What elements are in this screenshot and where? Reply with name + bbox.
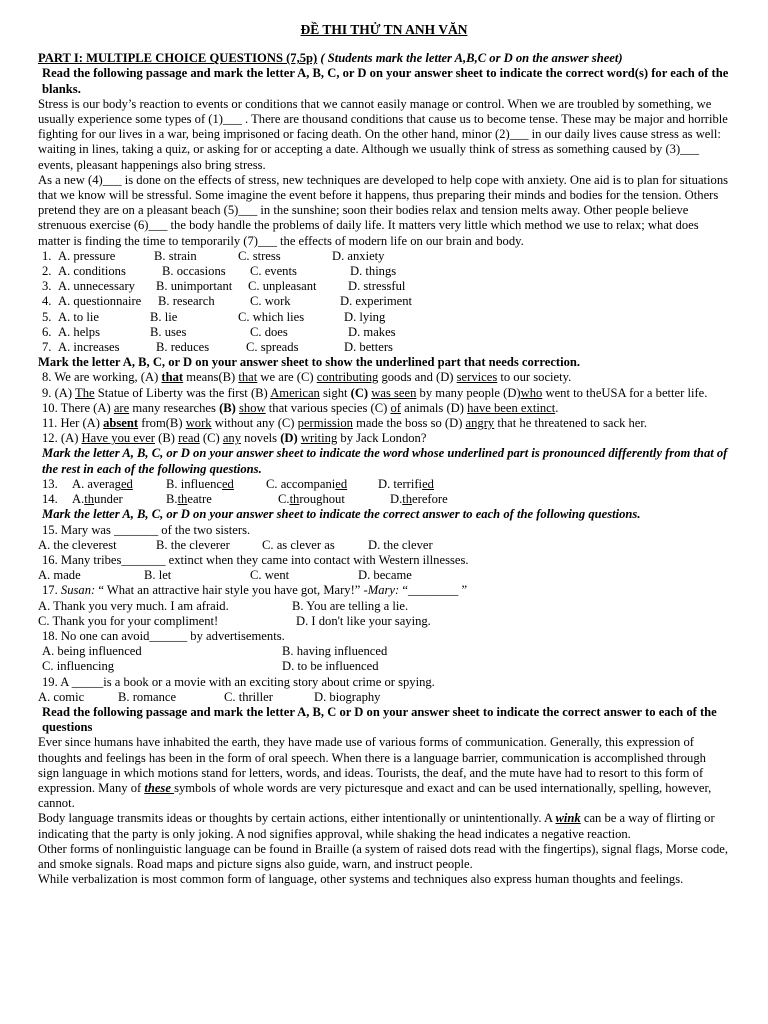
question-11 (38, 416, 730, 431)
q9-underlined-c[interactable]: was seen (371, 385, 417, 400)
option-letter: D. (390, 492, 403, 507)
q8-text-c: we are (C) (257, 370, 317, 385)
q10-text-a: There (A) (60, 400, 114, 415)
option-d[interactable]: D. betters (344, 340, 393, 355)
question-19 (38, 675, 730, 690)
passage1-para-1: Stress is our body’s reaction to events or conditions that we cannot easily manage or control. When we are troubled by something, we usually experience some types of (1)___ . There are thousand conditions that cause us to become tense. These may be major and horrible fighting for our lives in a war, being imprisoned or facing death. On the other hand, minor (2)___ in our daily lives cause stress as well: waiting in lines, taking a quiz, or asking for or accepting a date. Although we usually think of stress as something caused by (3)___ events, pleasant happenings also bring stress. (38, 96, 728, 172)
option-d[interactable]: D. became (358, 568, 412, 583)
option-c[interactable]: C. Thank you for your compliment! (38, 613, 219, 628)
question-number: 4. (42, 294, 52, 309)
option-c[interactable]: C. spreads (246, 340, 299, 355)
question-19-options (38, 690, 730, 705)
q10-text-d: animals (D) (400, 400, 468, 415)
question-number: 11. (42, 416, 58, 431)
option-d[interactable]: D. things (350, 264, 397, 279)
question-17-options-row1 (38, 599, 730, 614)
q10-text-b: many researches (129, 400, 220, 415)
question-number: 16. (42, 552, 58, 567)
part1-heading (38, 51, 730, 66)
speaker-susan: Susan: (60, 583, 96, 598)
passage2-underlined-wink: wink (555, 811, 581, 826)
option-d[interactable]: D. I don't like your saying. (296, 613, 431, 628)
q10-underlined-b[interactable]: show (239, 400, 266, 415)
option-text: B. influenc (166, 476, 222, 491)
q12-text-b: (B) (154, 431, 179, 446)
question-17 (38, 583, 730, 598)
question-number: 12. (42, 431, 58, 446)
q12-text-e: by Jack London? (337, 431, 427, 446)
question-row (38, 249, 730, 264)
option-a[interactable]: A. questionnaire (58, 294, 142, 309)
question-row (38, 310, 730, 325)
option-c[interactable]: C. unpleasant (248, 279, 317, 294)
option-underlined: ed (221, 476, 234, 491)
option-a[interactable]: A. to lie (58, 309, 99, 324)
question-row (38, 279, 730, 294)
q9-text-c: sight (319, 385, 351, 400)
q12-underlined-c[interactable]: any (222, 431, 242, 446)
question-row (38, 294, 730, 309)
question-number: 17. (42, 583, 58, 598)
question-row (38, 264, 730, 279)
option-underlined: ed (422, 476, 434, 491)
passage2-underlined-these: these (144, 780, 175, 795)
question-row (38, 340, 730, 355)
option-d[interactable]: D. makes (348, 324, 396, 339)
question-12 (38, 431, 730, 446)
option-a[interactable]: A. the cleverest (38, 537, 117, 552)
question-number: 18. (42, 628, 58, 643)
question-number: 8. (42, 370, 52, 385)
question-10 (38, 401, 730, 416)
q9-underlined-a[interactable]: The (75, 385, 95, 400)
exam-title: ĐỀ THI THỬ TN ANH VĂN (300, 22, 468, 37)
option-underlined: th (177, 492, 188, 507)
option-d[interactable]: D. stressful (348, 279, 406, 294)
question-stem: A _____is a book or a movie with an exciting story about crime or spying. (60, 674, 435, 689)
q9-text-d: by many people (D) (416, 385, 521, 400)
option-a[interactable]: A. increases (58, 340, 120, 355)
passage2-para-3: Other forms of nonlinguistic language can be found in Braille (a system of raised dots read with the fingertips), signal flags, Morse code, and smoke signals. Road maps and picture signs also guide, warn, and instruct people. (38, 841, 729, 871)
option-a[interactable]: A. made (38, 568, 81, 583)
option-c[interactable]: C. events (250, 264, 297, 279)
option-d[interactable]: D. to be influenced (282, 659, 379, 674)
part1-title: PART I: MULTIPLE CHOICE QUESTIONS (7,5p) (38, 51, 318, 66)
question-stem: “ What an attractive hair style you have got, Mary!” - (95, 583, 368, 598)
instruction-5: Read the following passage and mark the letter A, B, C or D on your answer sheet to indicate the correct answer to each of the questions (42, 704, 717, 735)
option-d[interactable]: D. the clever (368, 537, 433, 552)
question-15-options (38, 538, 730, 553)
option-d[interactable]: D. biography (314, 689, 381, 704)
option-b[interactable]: B. let (144, 568, 172, 583)
question-number: 10. (42, 400, 58, 415)
question-number: 2. (42, 264, 52, 279)
option-c[interactable]: C. influencing (42, 659, 115, 674)
option-c[interactable] (278, 492, 390, 507)
q8-underlined-a[interactable]: that (161, 370, 184, 385)
option-b[interactable]: B. occasions (162, 264, 226, 279)
instruction-3: Mark the letter A, B, C, or D on your answer sheet to indicate the word whose underlined part is pronounced differently from that of the rest in each of the following questions. (42, 446, 728, 476)
option-c[interactable]: C. stress (238, 248, 281, 263)
option-b[interactable]: B. lie (150, 309, 178, 324)
question-14 (38, 492, 730, 507)
question-number: 5. (42, 309, 52, 324)
option-c[interactable]: C. as clever as (262, 537, 335, 552)
question-18-options-row1 (38, 644, 730, 659)
q10-underlined-a[interactable]: are (113, 400, 130, 415)
question-stem-2: “________ ” (399, 583, 468, 598)
option-c[interactable]: C. does (250, 324, 288, 339)
option-c[interactable]: C. went (250, 568, 290, 583)
passage2-text: can be a way of flirting or indicating that the party is only joking. A nod signifies approval, while shaking the head indicates a negative reaction. (38, 811, 715, 841)
question-number: 9. (42, 385, 52, 400)
option-b[interactable]: B. You are telling a lie. (292, 598, 409, 613)
option-letter: A. (72, 492, 85, 507)
option-underlined: th (289, 492, 300, 507)
q11-underlined-c[interactable]: permission (297, 416, 353, 431)
q8-underlined-d[interactable]: services (456, 370, 498, 385)
q11-underlined-d[interactable]: angry (465, 416, 495, 431)
q11-underlined-a[interactable]: absent (103, 416, 139, 431)
option-b[interactable]: B. unimportant (156, 279, 233, 294)
option-text: C. accompani (266, 476, 336, 491)
q12-label-d: (D) (280, 431, 298, 446)
passage1-para-2: As a new (4)___ is done on the effects of stress, new techniques are developed to help cope with anxiety. One aid is to plan for situations that we know will be stressful. Some imagine the event before it happens, thus preparing their minds and bodies for the tension. Others pretend they are on a pleasant beach (5)___ in the sunshine; soon their bodies relax and tension melts away. Other people believe strenuous exercise (6)___ the body handle the problems of daily life. It matters very little which method we use to relax; what does matter is finding the time to temporarily (7)___ the effects of modern life on our brain and body. (38, 172, 729, 248)
question-number: 6. (42, 324, 52, 339)
option-b[interactable]: B. having influenced (282, 644, 388, 659)
option-underlined: ed (120, 476, 133, 491)
q8-underlined-c[interactable]: contributing (316, 370, 379, 385)
option-b[interactable]: B. strain (154, 248, 197, 263)
option-a[interactable]: A. pressure (58, 248, 116, 263)
option-a[interactable]: A. Thank you very much. I am afraid. (38, 598, 229, 613)
question-number: 7. (42, 340, 52, 355)
option-c[interactable]: C. which lies (238, 309, 305, 324)
option-d[interactable] (378, 477, 434, 492)
question-stem: No one can avoid______ by advertisements. (60, 628, 285, 643)
option-a[interactable]: A. comic (38, 689, 85, 704)
question-number: 14. (42, 492, 58, 507)
q11-text-b: from(B) (138, 416, 186, 431)
instruction-2: Mark the letter A, B, C, or D on your answer sheet to show the underlined part that needs correction. (38, 355, 581, 370)
q9-underlined-b[interactable]: American (270, 385, 320, 400)
part1-note: ( Students mark the letter A,B,C or D on the answer sheet) (320, 51, 623, 66)
option-underlined: ed (335, 476, 348, 491)
question-13 (38, 477, 730, 492)
question-8 (38, 370, 730, 385)
option-d[interactable] (390, 492, 448, 507)
option-b[interactable]: B. romance (118, 689, 177, 704)
option-letter: B. (166, 492, 178, 507)
option-letter: C. (278, 492, 290, 507)
option-d[interactable]: D. experiment (340, 294, 413, 309)
option-text: roughout (299, 492, 345, 507)
question-stem: Many tribes_______ extinct when they came into contact with Western illnesses. (60, 552, 469, 567)
option-a[interactable]: A. helps (58, 324, 100, 339)
option-b[interactable]: B. reduces (156, 340, 210, 355)
question-number: 19. (42, 674, 58, 689)
option-d[interactable]: D. lying (344, 309, 386, 324)
option-underlined: th (402, 492, 413, 507)
question-18 (38, 629, 730, 644)
question-stem: Mary was _______ of the two sisters. (60, 522, 251, 537)
q11-text-a: Her (A) (60, 416, 104, 431)
q8-text-b: means(B) (183, 370, 239, 385)
speaker-mary: Mary: (367, 583, 400, 598)
question-number: 1. (42, 248, 52, 263)
q8-text-a: We are working, (A) (54, 370, 162, 385)
passage2-para-4: While verbalization is most common form of language, other systems and techniques also express human thoughts and feelings. (38, 872, 684, 887)
q10-underlined-c[interactable]: of (390, 400, 401, 415)
q10-text-e: . (555, 400, 559, 415)
question-number: 13. (42, 476, 58, 491)
passage2-text: symbols of whole words are very picturesque and exact and can be used internationally, spelling, however, cannot. (38, 780, 712, 811)
q9-text-e: went to theUSA for a better life. (542, 385, 708, 400)
option-d[interactable]: D. anxiety (332, 248, 385, 263)
passage2-para-1 (38, 735, 730, 811)
option-b[interactable] (166, 492, 278, 507)
passage2-para-2 (38, 811, 730, 841)
q9-text-b: Statue of Liberty was the first (B) (94, 385, 271, 400)
q8-text-d: goods and (D) (378, 370, 457, 385)
q12-underlined-a[interactable]: Have you ever (81, 431, 155, 446)
option-a[interactable]: A. unnecessary (58, 279, 135, 294)
q12-text-d: novels (241, 431, 281, 446)
option-underlined: th (84, 492, 95, 507)
questions-1-7 (38, 249, 730, 355)
option-text: under (94, 492, 123, 507)
q11-text-e: that he threatened to sack her. (494, 416, 648, 431)
q11-underlined-b[interactable]: work (185, 416, 212, 431)
q11-text-c: without any (C) (211, 416, 298, 431)
q10-text-c: that various species (C) (265, 400, 391, 415)
instruction-4: Mark the letter A, B, C, or D on your answer sheet to indicate the correct answer to each of the following questions. (42, 507, 641, 522)
option-b[interactable]: B. uses (150, 324, 187, 339)
passage2-text: Body language transmits ideas or thoughts by certain actions, either intentionally or unintentionally. A (38, 811, 556, 826)
question-row (38, 325, 730, 340)
q9-underlined-d[interactable]: who (520, 385, 543, 400)
question-18-options-row2 (38, 659, 730, 674)
option-b[interactable] (166, 477, 266, 492)
option-b[interactable]: B. the cleverer (156, 537, 230, 552)
q12-text-a: (A) (60, 431, 82, 446)
option-c[interactable] (266, 477, 378, 492)
question-9 (38, 386, 730, 401)
q10-label-b: (B) (219, 400, 236, 415)
q9-text-a: (A) (54, 385, 76, 400)
q8-underlined-b[interactable]: that (238, 370, 258, 385)
q11-text-d: made the boss so (D) (352, 416, 466, 431)
q12-underlined-b[interactable]: read (178, 431, 200, 446)
option-text: A. averag (72, 476, 121, 491)
option-a[interactable]: A. being influenced (42, 644, 142, 659)
question-16-options (38, 568, 730, 583)
option-b[interactable]: B. research (158, 294, 215, 309)
passage2-text: Ever since humans have inhabited the earth, they have made use of various forms of communication. Generally, this expression of thoughts and feelings has been in the form of oral speech. When there is a language barrier, communication is accomplished through sign language in which motions stand for letters, words, and ideas. Tourists, the deaf, and the mute have had to resort to this form of expression. Many of (38, 735, 706, 795)
question-number: 3. (42, 279, 52, 294)
q12-text-c: (C) (199, 431, 223, 446)
instruction-1: Read the following passage and mark the letter A, B, C, or D on your answer sheet to indicate the correct word(s) for each of the blanks. (42, 66, 729, 96)
q12-underlined-d[interactable]: writing (300, 431, 338, 446)
option-c[interactable]: C. thriller (224, 689, 273, 704)
question-15 (38, 523, 730, 538)
q10-underlined-d[interactable]: have been extinct (467, 400, 556, 415)
question-17-options-row2 (38, 614, 730, 629)
option-text: erefore (412, 492, 448, 507)
option-a[interactable]: A. conditions (58, 264, 126, 279)
option-text: eatre (187, 492, 212, 507)
q8-text-e: to our society. (497, 370, 572, 385)
option-text: D. terrifi (378, 476, 423, 491)
question-16 (38, 553, 730, 568)
option-c[interactable]: C. work (250, 294, 291, 309)
option-a[interactable] (72, 477, 166, 492)
question-number: 15. (42, 522, 58, 537)
option-a[interactable] (72, 492, 166, 507)
q9-label-c: (C) (350, 385, 369, 400)
